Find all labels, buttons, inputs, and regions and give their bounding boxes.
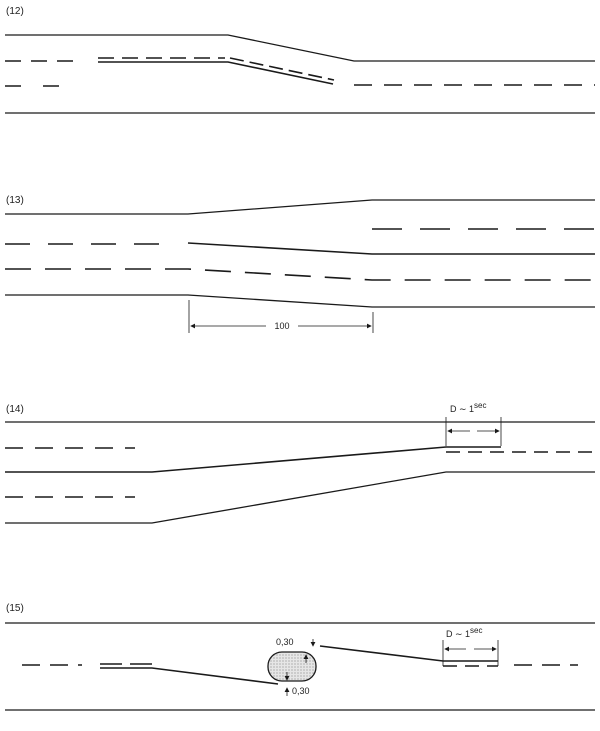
figure-15 xyxy=(5,603,595,710)
offset-top-label: 0,30 xyxy=(276,637,294,647)
road-edge-bottom xyxy=(5,295,595,307)
lane-solid-line xyxy=(5,447,501,472)
figure-15-label: (15) xyxy=(6,603,24,614)
lane-solid-line xyxy=(188,243,595,254)
lane-dash xyxy=(230,58,334,80)
figure-12 xyxy=(5,6,595,113)
figure-14-label: (14) xyxy=(6,404,24,415)
road-edge-top xyxy=(5,200,595,214)
lane-solid-line xyxy=(320,646,498,661)
lane-solid-line xyxy=(100,668,278,684)
road-edge-top xyxy=(5,35,595,61)
lane-dash xyxy=(5,269,595,280)
dimension-label: D ∼ 1sec xyxy=(450,401,487,414)
figure-14 xyxy=(5,401,595,523)
offset-bottom-label: 0,30 xyxy=(292,686,310,696)
figure-12-label: (12) xyxy=(6,6,24,17)
dimension-label: D ∼ 1sec xyxy=(446,626,483,639)
figure-13-label: (13) xyxy=(6,195,24,206)
dimension-value: 100 xyxy=(274,321,290,331)
traffic-island xyxy=(268,652,316,681)
figure-13 xyxy=(5,195,595,333)
road-edge-bottom xyxy=(5,472,595,523)
